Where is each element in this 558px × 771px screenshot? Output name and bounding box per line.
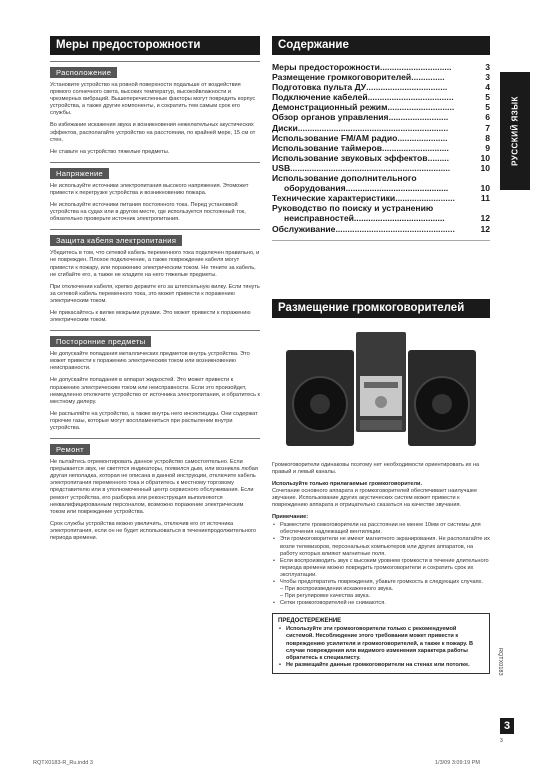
toc-title: Использование дополнительного [272, 173, 417, 184]
toc-item [272, 92, 490, 102]
toc-dots: .............. [411, 72, 445, 83]
toc-dots: .................................. [366, 82, 448, 93]
toc-item [272, 193, 490, 203]
toc-page: 11 [480, 193, 490, 204]
toc-title: неисправностей [284, 213, 354, 224]
section-paragraph: Установите устройство на ровной поверхности подальше от воздействия прямого солнечного света, высоких температур, высокойвлажности и чрезмерных вибраций. Вышеперечисленные факторы могут повредить корпус устройства, а также другие компоненты, и сократить тем самым срок его службы. [50, 82, 256, 117]
footer-file: RQTX0183-R_Ru.indd 3 [33, 760, 93, 766]
warning-item: • Используйте эти громкоговорители только с рекомендуемой системой. Несоблюдение этого требования может привести к повреждению усилителя и громкоговорителей, а также к пожару. В случае повреждения или видимого изменения характера работы обратитесь к специалисту. [286, 626, 484, 661]
section-paragraph: Не допускайте попадания в аппарат жидкостей. Это может привести к поражению электрическим током или неисправности. Если это произойдет, немедленно отключите устройство от источника электропитания, и обратитесь к местному дилеру. [50, 377, 260, 405]
safety-section [50, 61, 260, 82]
page-number-small: 3 [500, 738, 503, 744]
section-paragraph: Срок службы устройства можно увеличить, отключив его от источника электропитания, если он не будет использоваться в течениепродолжительного периода времени. [50, 520, 256, 542]
section-paragraph: Не допускайте попадания металлических предметов внутрь устройства. Это может привести к поражению электрическим током или возникновению неисправности. [50, 351, 250, 372]
toc-dots: ......................... [395, 193, 455, 204]
toc-page: 9 [485, 142, 490, 153]
toc-header: Содержание [272, 36, 490, 55]
toc-page: 12 [480, 213, 490, 224]
safety-sections [50, 61, 260, 542]
section-title: Напряжение [50, 168, 109, 179]
toc-dots: ............................................................... [297, 122, 449, 133]
toc-item [272, 112, 490, 122]
toc-title: Меры предосторожности [272, 62, 380, 72]
toc-item-line1 [272, 173, 490, 183]
toc-title: USB [272, 162, 291, 173]
table-of-contents [272, 62, 490, 234]
toc-title: Использование FM/AM радио [272, 132, 398, 143]
toc-dots: ............................ [387, 102, 455, 113]
section-paragraph: Не распыляйте на устройство, а также внутрь него инсектициды. Они содержат горючие газы, которые могут воспламениться при распылении внутри устройства. [50, 410, 258, 431]
toc-dots: ...................................... [353, 213, 445, 224]
toc-item [272, 163, 490, 173]
main-unit-display [364, 382, 398, 388]
toc-item [272, 133, 490, 143]
warning-title: ПРЕДОСТЕРЕЖЕНИЕ [278, 618, 342, 625]
safety-section [50, 438, 260, 459]
toc-title: Подготовка пульта ДУ [272, 82, 367, 93]
toc-item [272, 62, 490, 72]
section-paragraph: Не пытайтесь отремонтировать данное устройство самостоятельно. Если прерывается звук, не светятся индикаторы, появился дым, или возникла любая другая неполадка, которая не описана в данной инструкции, отключите кабель электропитания переменного тока и обратитесь к местному торговому представителю или в уполномоченный центр сервисного обслуживания. Если ремонт устройства, его разборка или реконструкция выполняются неквалифицированным персоналом, возможно поражение электрическим током или повреждение устройства. [50, 459, 258, 515]
toc-title: Подключение кабелей [272, 92, 368, 103]
toc-dots: ......... [427, 152, 450, 163]
toc-page: 5 [485, 92, 490, 103]
safety-section [50, 229, 260, 250]
toc-item [272, 82, 490, 92]
safety-section [50, 162, 260, 183]
language-tab [500, 72, 530, 190]
toc-dots: ......................... [388, 112, 449, 123]
toc-page: 8 [485, 132, 490, 143]
toc-dots: .................................................. [335, 223, 455, 234]
warning-box [272, 613, 490, 674]
safety-header: Меры предосторожности [50, 36, 260, 55]
note-title: Примечание: [272, 514, 309, 521]
toc-item [272, 123, 490, 133]
right-column [272, 36, 490, 674]
toc-item-line2 [272, 183, 490, 193]
safety-section [50, 330, 260, 351]
left-column [50, 36, 260, 547]
toc-item [272, 224, 490, 234]
toc-dots: ..................... [397, 132, 448, 143]
toc-page: 12 [480, 223, 490, 234]
toc-item-line2 [272, 213, 490, 223]
placement-bold-title: Используйте только прилагаемые громкоговорители. [272, 480, 423, 487]
main-unit-knob [375, 396, 387, 408]
language-tab-label: РУССКИЙ ЯЗЫК [510, 96, 520, 166]
section-title: Расположение [50, 67, 117, 78]
placement-bold-text: Сочетание основного аппарата и громкоговорителей обеспечивает наилучшее звучание. Использование других акустических систем может привести к повреждению аппарата и отрицательно сказаться на качестве звучания. [272, 487, 478, 509]
toc-item [272, 143, 490, 153]
toc-dots: ................................................................... [290, 162, 451, 173]
section-paragraph: Во избежание искажения звука и возникновения нежелательных акустических эффектов, располагайте устройство на расстоянии, по крайней мере, 15 см от стен. [50, 122, 256, 143]
toc-page: 7 [485, 122, 490, 133]
section-paragraph: Не используйте источники питания постоянного тока. Перед установкой устройства на судах или в другом месте, где используется постоянный ток, обязательно проверьте источник электропитания. [50, 202, 246, 223]
toc-title: Обслуживание [272, 223, 336, 234]
note-item: • Если воспроизводить звук с высоким уровнем громкости в течение длительного периода времени можно повредить громкоговорители и сократить срок их эксплуатации. [280, 558, 490, 579]
toc-page: 10 [480, 162, 490, 173]
warning-list [278, 626, 484, 669]
toc-item [272, 72, 490, 82]
toc-dots: ............................ [382, 142, 449, 153]
left-speaker-dome [310, 394, 330, 414]
toc-page: 6 [485, 112, 490, 123]
notes-list [272, 522, 490, 607]
section-title: Посторонние предметы [50, 336, 151, 347]
toc-page: 3 [485, 72, 490, 83]
main-unit-base [360, 420, 402, 430]
note-subitem: – При регулировке качества звука. [280, 593, 371, 600]
section-paragraph: Не ставьте на устройство тяжелые предметы. [50, 148, 170, 155]
toc-page: 4 [485, 82, 490, 93]
toc-divider [272, 240, 490, 241]
toc-title: Размещение громкоговорителей [272, 72, 412, 83]
section-paragraph: Не прикасайтесь к вилке мокрыми руками. Это может привести к поражению электрическим током. [50, 309, 251, 324]
section-paragraph: Не используйте источники электропитания высокого напряжения. Этоможет привести к перегрузке устройства и возникновению пожара. [50, 182, 249, 196]
warning-item: • Не размещайте данные громкоговорители на стенах или потолке. [286, 662, 484, 669]
toc-dots: .............................. [379, 62, 452, 72]
toc-title: Использование таймеров [272, 142, 383, 153]
toc-page: 10 [480, 183, 490, 194]
note-item: • Чтобы предотвратить повреждения, убавьте громкость в следующих случаях. [280, 579, 490, 586]
toc-item [272, 102, 490, 112]
page-number: 3 [500, 718, 514, 734]
toc-title: Обзор органов управления [272, 112, 389, 123]
toc-page: 10 [480, 152, 490, 163]
section-title: Защита кабеля электропитания [50, 235, 182, 246]
toc-dots: .................................... [367, 92, 454, 103]
section-paragraph: При отключении кабеля, крепко держите его за штепсельную вилку. Если тянуть за сетевой кабель переменного тока, это может привести к поражению электрическим током. [50, 283, 260, 304]
note-item: • Разместите громкоговорители на расстоянии не менее 10мм от системы для обеспечения надлежащей вентиляции. [280, 522, 490, 536]
toc-dots: ........................................... [345, 183, 449, 194]
toc-title: Использование звуковых эффектов [272, 152, 428, 163]
placement-header: Размещение громкоговорителей [272, 299, 490, 318]
speaker-illustration [272, 326, 490, 456]
speaker-system-image [272, 326, 490, 456]
toc-item [272, 153, 490, 163]
document-code: RQTX0183 [497, 648, 503, 676]
footer-timestamp: 1/3/09 3:09:19 PM [435, 760, 480, 766]
toc-page: 5 [485, 102, 490, 113]
placement-intro: Громкоговорители одинаковы поэтому нет необходимости ориентировать их на правый и левый каналы. [272, 461, 480, 475]
note-item: • Эти громкоговорители не имеют магнитного экранирования. Не располагайте их возле телевизоров, персональных компьютеров или других аппаратов, на работу которых влияют магнитные поля. [280, 536, 490, 557]
section-title: Ремонт [50, 444, 90, 455]
section-paragraph: Убедитесь в том, что сетевой кабель переменного тока подключен правильно, и не поврежден. Плохое подключение, а также повреждение кабеля могут привести к пожару, или поражению электрическим током. Не тяните за кабель, не сгибайте его, а также не кладите на него тяжелые предметы. [50, 250, 260, 278]
toc-page: 3 [485, 62, 490, 72]
toc-title: оборудования [284, 183, 346, 194]
toc-item-line1 [272, 203, 490, 213]
note-subitem: – При воспроизведении искаженного звука. [280, 586, 394, 593]
toc-title: Диски [272, 122, 298, 133]
toc-title: Руководство по поиску и устранению [272, 203, 434, 214]
toc-title: Демонстрационный режим [272, 102, 388, 113]
toc-title: Технические характеристики [272, 193, 396, 204]
right-speaker-dome [432, 394, 452, 414]
note-item: • Сетки громкоговорителей не снимаются. [280, 600, 490, 607]
